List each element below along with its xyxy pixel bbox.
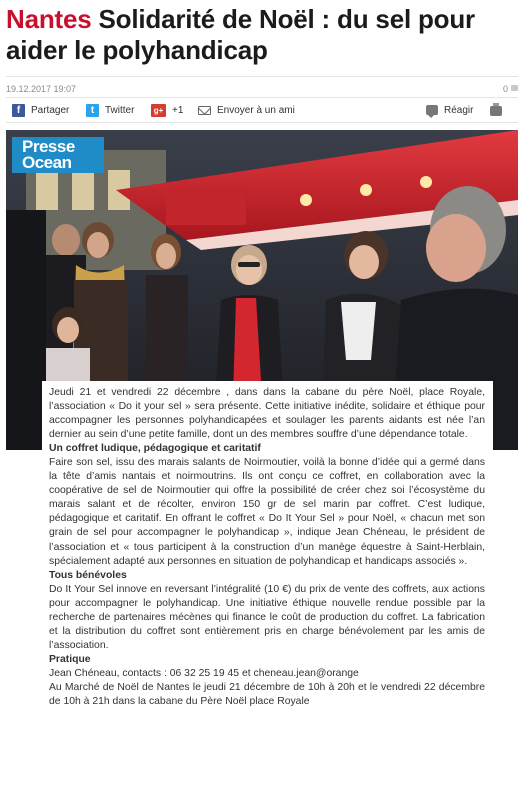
article-headline (6, 4, 521, 66)
logo-line2: Ocean (22, 153, 72, 172)
google-plus-label: +1 (172, 104, 184, 116)
twitter-share-button[interactable] (86, 102, 134, 118)
email-share-label: Envoyer à un ami (217, 104, 295, 116)
article-meta (6, 82, 518, 96)
contact-line: Jean Chéneau, contacts : 06 32 25 19 45 et cheneau.jean@orange (49, 667, 359, 679)
react-button[interactable] (426, 102, 473, 118)
comment-count[interactable]: 0 (502, 84, 508, 94)
presse-ocean-logo (12, 137, 104, 173)
facebook-share-label: Partager (31, 104, 70, 116)
section-heading: Tous bénévoles (49, 569, 127, 581)
divider (6, 122, 518, 123)
comment-count-icon[interactable] (511, 85, 518, 91)
react-label: Réagir (444, 104, 474, 116)
facebook-icon: f (12, 104, 25, 117)
publish-date: 19.12.2017 19:07 (6, 84, 77, 94)
google-plus-icon: g+ (151, 104, 166, 117)
body-paragraph: Faire son sel, issu des marais salants de Noirmoutier, voilà la bonne d’idée qui a germé dans la tête d’amis nantais et noirmoutrins. Ils ont conçu ce coffret, en collaboration avec la coopérative de sel de Noirmoutier qui offre la possibilité de créer chez soi l’écosystème du marais salant et de récolter, environ 150 gr de sel marin par coffret. C’est ludique, pédagogique et caritatif. En offrant le coffret « Do It Your Sel » pour Noël, « chacun met son grain de sel pour accompagner le polyhandicap », indique Jean Chéneau, le président de l’association et « tous participent à la construction d’un manège équestre à Saint-Herblain, spécialement adapté aux personnes en situation de polyhandicap et handicaps associés ». (49, 457, 485, 567)
body-paragraph: Do It Your Sel innove en reversant l’intégralité (10 €) du prix de vente des coffrets, aux actions pour accompagner le polyhandicap. Une initiative éthique nouvelle rendue possible par la recherche de partenaires mécènes qui finance le coût de production du coffret. La fabrication et la distribution du coffret sont entièrement pris en charge bénévolement par les amis de l’association. (49, 583, 485, 651)
speech-bubble-icon (426, 105, 438, 115)
divider (6, 76, 518, 77)
intro-paragraph: Jeudi 21 et vendredi 22 décembre , dans dans la cabane du père Noël, place Royale, l’association « Do it your sel » sera présente. Cette initiative inédite, solidaire et éthique pour accompagner les personnes polyhandicapées et soulager les parents aidants est née l’an dernier au sein d’une petite famille, dont un des membres souffre d’une dépendance totale. (49, 387, 485, 441)
schedule-paragraph: Au Marché de Noël de Nantes le jeudi 21 décembre de 10h à 20h et le vendredi 22 décembre de 10h à 21h dans la cabane du Père Noël place Royale (49, 681, 485, 708)
headline-city: Nantes (6, 4, 92, 34)
envelope-icon (198, 106, 211, 115)
printer-icon (490, 106, 502, 116)
email-share-button[interactable] (198, 102, 295, 118)
twitter-share-label: Twitter (105, 104, 135, 116)
headline-title: Solidarité de Noël : du sel pour aider le polyhandicap (6, 4, 475, 65)
twitter-icon: t (86, 104, 99, 117)
share-bar (6, 100, 518, 120)
section-heading: Un coffret ludique, pédagogique et caritatif (49, 443, 261, 455)
google-plus-button[interactable] (151, 102, 183, 118)
article-body (42, 381, 493, 800)
divider (6, 97, 518, 98)
facebook-share-button[interactable] (12, 102, 69, 118)
logo-line1: Presse (22, 137, 75, 156)
section-heading: Pratique (49, 653, 91, 665)
print-button[interactable] (490, 102, 502, 118)
